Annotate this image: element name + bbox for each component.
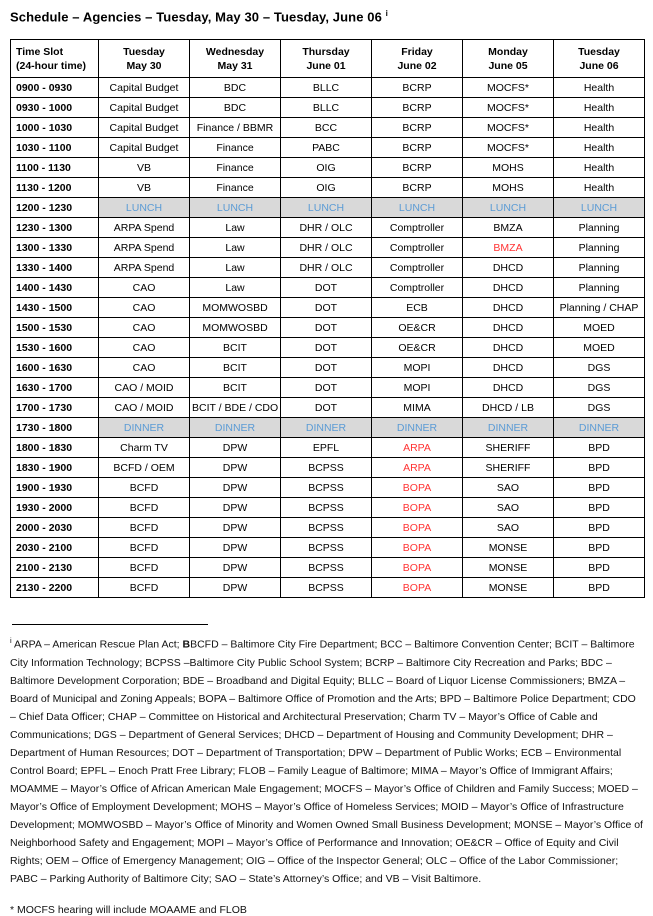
schedule-cell: BCPSS xyxy=(281,498,372,518)
schedule-cell: LUNCH xyxy=(190,198,281,218)
footnote-marker: i xyxy=(10,636,12,646)
schedule-cell: Planning xyxy=(554,258,645,278)
time-slot-cell: 0900 - 0930 xyxy=(11,78,99,98)
schedule-cell: BLLC xyxy=(281,98,372,118)
schedule-cell: Law xyxy=(190,238,281,258)
schedule-cell: DGS xyxy=(554,398,645,418)
schedule-cell: ARPA Spend xyxy=(99,258,190,278)
schedule-cell: BMZA xyxy=(463,218,554,238)
schedule-cell: Comptroller xyxy=(372,278,463,298)
table-row xyxy=(11,118,645,138)
schedule-cell: BCRP xyxy=(372,178,463,198)
table-row xyxy=(11,558,645,578)
table-row xyxy=(11,98,645,118)
time-slot-cell: 1930 - 2000 xyxy=(11,498,99,518)
table-row xyxy=(11,498,645,518)
schedule-cell: CAO / MOID xyxy=(99,378,190,398)
schedule-cell: Health xyxy=(554,178,645,198)
schedule-cell: DHCD xyxy=(463,318,554,338)
schedule-cell: DHCD xyxy=(463,278,554,298)
schedule-cell: SAO xyxy=(463,518,554,538)
meal-row xyxy=(11,418,645,438)
mocfs-hearing-note: * MOCFS hearing will include MOAAME and FLOB xyxy=(10,903,247,916)
schedule-cell: VB xyxy=(99,178,190,198)
schedule-cell: Law xyxy=(190,258,281,278)
schedule-cell: ARPA xyxy=(372,458,463,478)
schedule-cell: BPD xyxy=(554,578,645,598)
day-column-header: Thursday June 01 xyxy=(281,40,372,78)
schedule-cell: BOPA xyxy=(372,518,463,538)
time-slot-cell: 2130 - 2200 xyxy=(11,578,99,598)
table-row xyxy=(11,138,645,158)
schedule-cell: MONSE xyxy=(463,578,554,598)
schedule-cell: DOT xyxy=(281,398,372,418)
schedule-cell: SAO xyxy=(463,478,554,498)
legend-fragment: BCFD – Baltimore City Fire Department; BCC – Baltimore Convention Center; BCIT – Baltimore City Information Technology; BCPSS –Baltimore City Public School System; BCRP – Baltimore City Recreation and Parks; BDC – Baltimore Development Corporation; BDE – Broadband and Digital Equity; BLLC – Board of Liquor License Commissioners; BMZA – Board of Municipal and Zoning Appeals; BOPA – Baltimore Office of Promotion and the Arts; BPD – Baltimore Police Department; CDO – Chief Data Officer; CHAP – Committee on Historical and Architectural Preservation; Charm TV – Mayor’s Office of Cable and Communications; DGS – Department of General Services; DHCD – Department of Housing and Community Development; DHR – Department of Human Resources; DOT – Department of Transportation; DPW – Department of Public Works; ECB – Environmental Control Board; EPFL – Enoch Pratt Free Library; FLOB – Family League of Baltimore; MIMA – Mayor’s Office of Immigrant Affairs; MOAMME – Mayor’s Office of African American Male Engagement; MOCFS – Mayor’s Office of Children and Family Success; MOED – Mayor’s Office of Employment Development; MOHS – Mayor’s Office of Homeless Services; MOID – Mayor’s Office of Infrastructure Development; MOMWOSBD – Mayor’s Office of Minority and Women Owned Small Business Development; MONSE – Mayor’s Office of Neighborhood Safety and Engagement; MOPI – Mayor’s Office of Performance and Innovation; OE&CR – Office of Equity and Civil Rights; OEM – Office of Emergency Management; OIG – Office of the Inspector General; OLC – Office of the Labor Commissioner; PABC – Parking Authority of Baltimore City; SAO – State’s Attorney’s Office; and VB – Visit Baltimore. xyxy=(10,638,643,885)
schedule-cell: BCFD xyxy=(99,498,190,518)
schedule-cell: Health xyxy=(554,138,645,158)
schedule-cell: BPD xyxy=(554,498,645,518)
time-slot-cell: 1300 - 1330 xyxy=(11,238,99,258)
schedule-cell: Planning / CHAP xyxy=(554,298,645,318)
schedule-cell: DHR / OLC xyxy=(281,238,372,258)
table-row xyxy=(11,518,645,538)
schedule-cell: DINNER xyxy=(554,418,645,438)
schedule-cell: BPD xyxy=(554,558,645,578)
schedule-cell: DOT xyxy=(281,378,372,398)
schedule-cell: DPW xyxy=(190,478,281,498)
schedule-cell: BCIT xyxy=(190,338,281,358)
table-row xyxy=(11,258,645,278)
page-title-text: Schedule – Agencies – Tuesday, May 30 – Tuesday, June 06 xyxy=(10,9,382,25)
schedule-cell: Law xyxy=(190,218,281,238)
table-row xyxy=(11,178,645,198)
schedule-cell: BCC xyxy=(281,118,372,138)
schedule-cell: Finance xyxy=(190,178,281,198)
schedule-cell: BCPSS xyxy=(281,578,372,598)
schedule-cell: DPW xyxy=(190,558,281,578)
schedule-cell: SHERIFF xyxy=(463,438,554,458)
schedule-cell: BCFD xyxy=(99,478,190,498)
time-slot-cell: 1600 - 1630 xyxy=(11,358,99,378)
schedule-cell: Law xyxy=(190,278,281,298)
legend-bold-fragment: B xyxy=(182,638,191,651)
schedule-cell: DHCD / LB xyxy=(463,398,554,418)
meal-row xyxy=(11,198,645,218)
schedule-cell: LUNCH xyxy=(463,198,554,218)
schedule-cell: SHERIFF xyxy=(463,458,554,478)
schedule-cell: DHCD xyxy=(463,358,554,378)
schedule-cell: BPD xyxy=(554,478,645,498)
table-row xyxy=(11,578,645,598)
time-slot-cell: 2100 - 2130 xyxy=(11,558,99,578)
schedule-cell: BOPA xyxy=(372,578,463,598)
schedule-cell: MONSE xyxy=(463,558,554,578)
schedule-cell: Comptroller xyxy=(372,258,463,278)
table-row xyxy=(11,318,645,338)
schedule-cell: Comptroller xyxy=(372,238,463,258)
schedule-cell: BCPSS xyxy=(281,478,372,498)
schedule-cell: MOCFS* xyxy=(463,118,554,138)
schedule-cell: DPW xyxy=(190,518,281,538)
schedule-cell: BCRP xyxy=(372,118,463,138)
schedule-cell: BOPA xyxy=(372,478,463,498)
schedule-cell: ARPA Spend xyxy=(99,238,190,258)
day-column-header: Tuesday May 30 xyxy=(99,40,190,78)
title-footnote-marker: i xyxy=(385,9,388,18)
schedule-cell: PABC xyxy=(281,138,372,158)
schedule-cell: MOMWOSBD xyxy=(190,318,281,338)
schedule-cell: Capital Budget xyxy=(99,118,190,138)
table-row xyxy=(11,78,645,98)
schedule-cell: DINNER xyxy=(99,418,190,438)
schedule-cell: MOHS xyxy=(463,158,554,178)
legend-fragment: ARPA – American Rescue Plan Act; xyxy=(14,638,183,651)
time-slot-cell: 1100 - 1130 xyxy=(11,158,99,178)
schedule-cell: Health xyxy=(554,158,645,178)
schedule-cell: OE&CR xyxy=(372,318,463,338)
schedule-cell: Planning xyxy=(554,218,645,238)
schedule-cell: BCPSS xyxy=(281,518,372,538)
time-slot-cell: 1500 - 1530 xyxy=(11,318,99,338)
schedule-cell: DGS xyxy=(554,378,645,398)
schedule-cell: LUNCH xyxy=(554,198,645,218)
schedule-cell: BPD xyxy=(554,458,645,478)
schedule-cell: DPW xyxy=(190,458,281,478)
schedule-cell: DGS xyxy=(554,358,645,378)
time-slot-cell: 1430 - 1500 xyxy=(11,298,99,318)
table-row xyxy=(11,438,645,458)
schedule-cell: CAO xyxy=(99,298,190,318)
schedule-cell: LUNCH xyxy=(99,198,190,218)
schedule-cell: DHR / OLC xyxy=(281,218,372,238)
schedule-cell: LUNCH xyxy=(372,198,463,218)
schedule-cell: DINNER xyxy=(281,418,372,438)
schedule-table-header xyxy=(11,40,645,78)
schedule-cell: CAO xyxy=(99,278,190,298)
schedule-cell: Planning xyxy=(554,278,645,298)
time-slot-cell: 2030 - 2100 xyxy=(11,538,99,558)
schedule-cell: BCRP xyxy=(372,98,463,118)
agency-legend-text xyxy=(10,639,643,885)
schedule-cell: MOMWOSBD xyxy=(190,298,281,318)
schedule-cell: CAO xyxy=(99,358,190,378)
time-slot-cell: 1030 - 1100 xyxy=(11,138,99,158)
schedule-cell: ARPA xyxy=(372,438,463,458)
schedule-cell: DOT xyxy=(281,358,372,378)
time-slot-cell: 1000 - 1030 xyxy=(11,118,99,138)
time-slot-cell: 0930 - 1000 xyxy=(11,98,99,118)
schedule-cell: Capital Budget xyxy=(99,138,190,158)
schedule-cell: Finance / BBMR xyxy=(190,118,281,138)
schedule-cell: MOCFS* xyxy=(463,138,554,158)
schedule-cell: Health xyxy=(554,118,645,138)
schedule-cell: ARPA Spend xyxy=(99,218,190,238)
schedule-cell: LUNCH xyxy=(281,198,372,218)
schedule-cell: DHCD xyxy=(463,378,554,398)
time-slot-cell: 1330 - 1400 xyxy=(11,258,99,278)
schedule-cell: Health xyxy=(554,98,645,118)
time-slot-cell: 2000 - 2030 xyxy=(11,518,99,538)
schedule-cell: BPD xyxy=(554,538,645,558)
schedule-cell: Finance xyxy=(190,158,281,178)
schedule-cell: BPD xyxy=(554,518,645,538)
schedule-cell: OIG xyxy=(281,178,372,198)
time-slot-cell: 1200 - 1230 xyxy=(11,198,99,218)
schedule-cell: DHCD xyxy=(463,258,554,278)
schedule-cell: BOPA xyxy=(372,538,463,558)
schedule-cell: BCFD / OEM xyxy=(99,458,190,478)
schedule-cell: CAO xyxy=(99,338,190,358)
agency-legend-footnote xyxy=(10,632,643,888)
schedule-cell: MOHS xyxy=(463,178,554,198)
time-slot-cell: 1230 - 1300 xyxy=(11,218,99,238)
schedule-cell: MOPI xyxy=(372,378,463,398)
schedule-cell: Capital Budget xyxy=(99,78,190,98)
schedule-cell: MOCFS* xyxy=(463,98,554,118)
schedule-cell: DOT xyxy=(281,338,372,358)
schedule-cell: BCPSS xyxy=(281,538,372,558)
time-slot-cell: 1700 - 1730 xyxy=(11,398,99,418)
time-slot-cell: 1130 - 1200 xyxy=(11,178,99,198)
schedule-cell: BPD xyxy=(554,438,645,458)
schedule-cell: MOED xyxy=(554,338,645,358)
schedule-cell: Capital Budget xyxy=(99,98,190,118)
day-column-header: Friday June 02 xyxy=(372,40,463,78)
schedule-cell: DHR / OLC xyxy=(281,258,372,278)
schedule-cell: BCRP xyxy=(372,158,463,178)
schedule-cell: BCPSS xyxy=(281,558,372,578)
schedule-cell: BDC xyxy=(190,78,281,98)
schedule-cell: DOT xyxy=(281,318,372,338)
schedule-table xyxy=(10,39,645,598)
schedule-cell: DOT xyxy=(281,298,372,318)
schedule-cell: BOPA xyxy=(372,558,463,578)
schedule-cell: MIMA xyxy=(372,398,463,418)
schedule-cell: MOED xyxy=(554,318,645,338)
table-row xyxy=(11,338,645,358)
schedule-cell: BLLC xyxy=(281,78,372,98)
schedule-cell: BCIT / BDE / CDO xyxy=(190,398,281,418)
schedule-cell: DPW xyxy=(190,498,281,518)
table-row xyxy=(11,238,645,258)
schedule-cell: MOPI xyxy=(372,358,463,378)
table-row xyxy=(11,298,645,318)
schedule-cell: OIG xyxy=(281,158,372,178)
schedule-cell: Charm TV xyxy=(99,438,190,458)
schedule-cell: Comptroller xyxy=(372,218,463,238)
schedule-cell: MOCFS* xyxy=(463,78,554,98)
time-slot-cell: 1900 - 1930 xyxy=(11,478,99,498)
schedule-cell: DPW xyxy=(190,578,281,598)
schedule-cell: BOPA xyxy=(372,498,463,518)
time-slot-cell: 1730 - 1800 xyxy=(11,418,99,438)
day-column-header: Wednesday May 31 xyxy=(190,40,281,78)
schedule-cell: DOT xyxy=(281,278,372,298)
schedule-cell: BCFD xyxy=(99,518,190,538)
page-title xyxy=(10,9,643,24)
time-slot-cell: 1800 - 1830 xyxy=(11,438,99,458)
table-row xyxy=(11,538,645,558)
schedule-cell: BCIT xyxy=(190,378,281,398)
schedule-cell: MONSE xyxy=(463,538,554,558)
schedule-cell: BCIT xyxy=(190,358,281,378)
schedule-cell: EPFL xyxy=(281,438,372,458)
schedule-cell: BCFD xyxy=(99,578,190,598)
schedule-cell: BCRP xyxy=(372,78,463,98)
schedule-cell: DINNER xyxy=(372,418,463,438)
schedule-cell: CAO / MOID xyxy=(99,398,190,418)
header-row xyxy=(11,40,645,78)
schedule-cell: DINNER xyxy=(463,418,554,438)
schedule-cell: DPW xyxy=(190,538,281,558)
schedule-cell: Finance xyxy=(190,138,281,158)
footnote-separator xyxy=(12,624,208,625)
table-row xyxy=(11,158,645,178)
schedule-cell: VB xyxy=(99,158,190,178)
schedule-cell: OE&CR xyxy=(372,338,463,358)
time-slot-cell: 1830 - 1900 xyxy=(11,458,99,478)
schedule-cell: ECB xyxy=(372,298,463,318)
table-row xyxy=(11,218,645,238)
day-column-header: Monday June 05 xyxy=(463,40,554,78)
schedule-cell: CAO xyxy=(99,318,190,338)
schedule-cell: DHCD xyxy=(463,338,554,358)
day-column-header: Tuesday June 06 xyxy=(554,40,645,78)
time-slot-column-header: Time Slot (24-hour time) xyxy=(11,40,99,78)
schedule-cell: BCPSS xyxy=(281,458,372,478)
schedule-cell: BCFD xyxy=(99,558,190,578)
table-row xyxy=(11,278,645,298)
schedule-cell: DHCD xyxy=(463,298,554,318)
schedule-cell: BCRP xyxy=(372,138,463,158)
time-slot-cell: 1400 - 1430 xyxy=(11,278,99,298)
schedule-cell: DINNER xyxy=(190,418,281,438)
schedule-cell: BMZA xyxy=(463,238,554,258)
schedule-table-body xyxy=(11,78,645,598)
schedule-cell: DPW xyxy=(190,438,281,458)
schedule-cell: BDC xyxy=(190,98,281,118)
table-row xyxy=(11,358,645,378)
table-row xyxy=(11,398,645,418)
time-slot-cell: 1630 - 1700 xyxy=(11,378,99,398)
schedule-cell: SAO xyxy=(463,498,554,518)
table-row xyxy=(11,378,645,398)
schedule-cell: Planning xyxy=(554,238,645,258)
time-slot-cell: 1530 - 1600 xyxy=(11,338,99,358)
schedule-cell: BCFD xyxy=(99,538,190,558)
table-row xyxy=(11,478,645,498)
schedule-cell: Health xyxy=(554,78,645,98)
table-row xyxy=(11,458,645,478)
